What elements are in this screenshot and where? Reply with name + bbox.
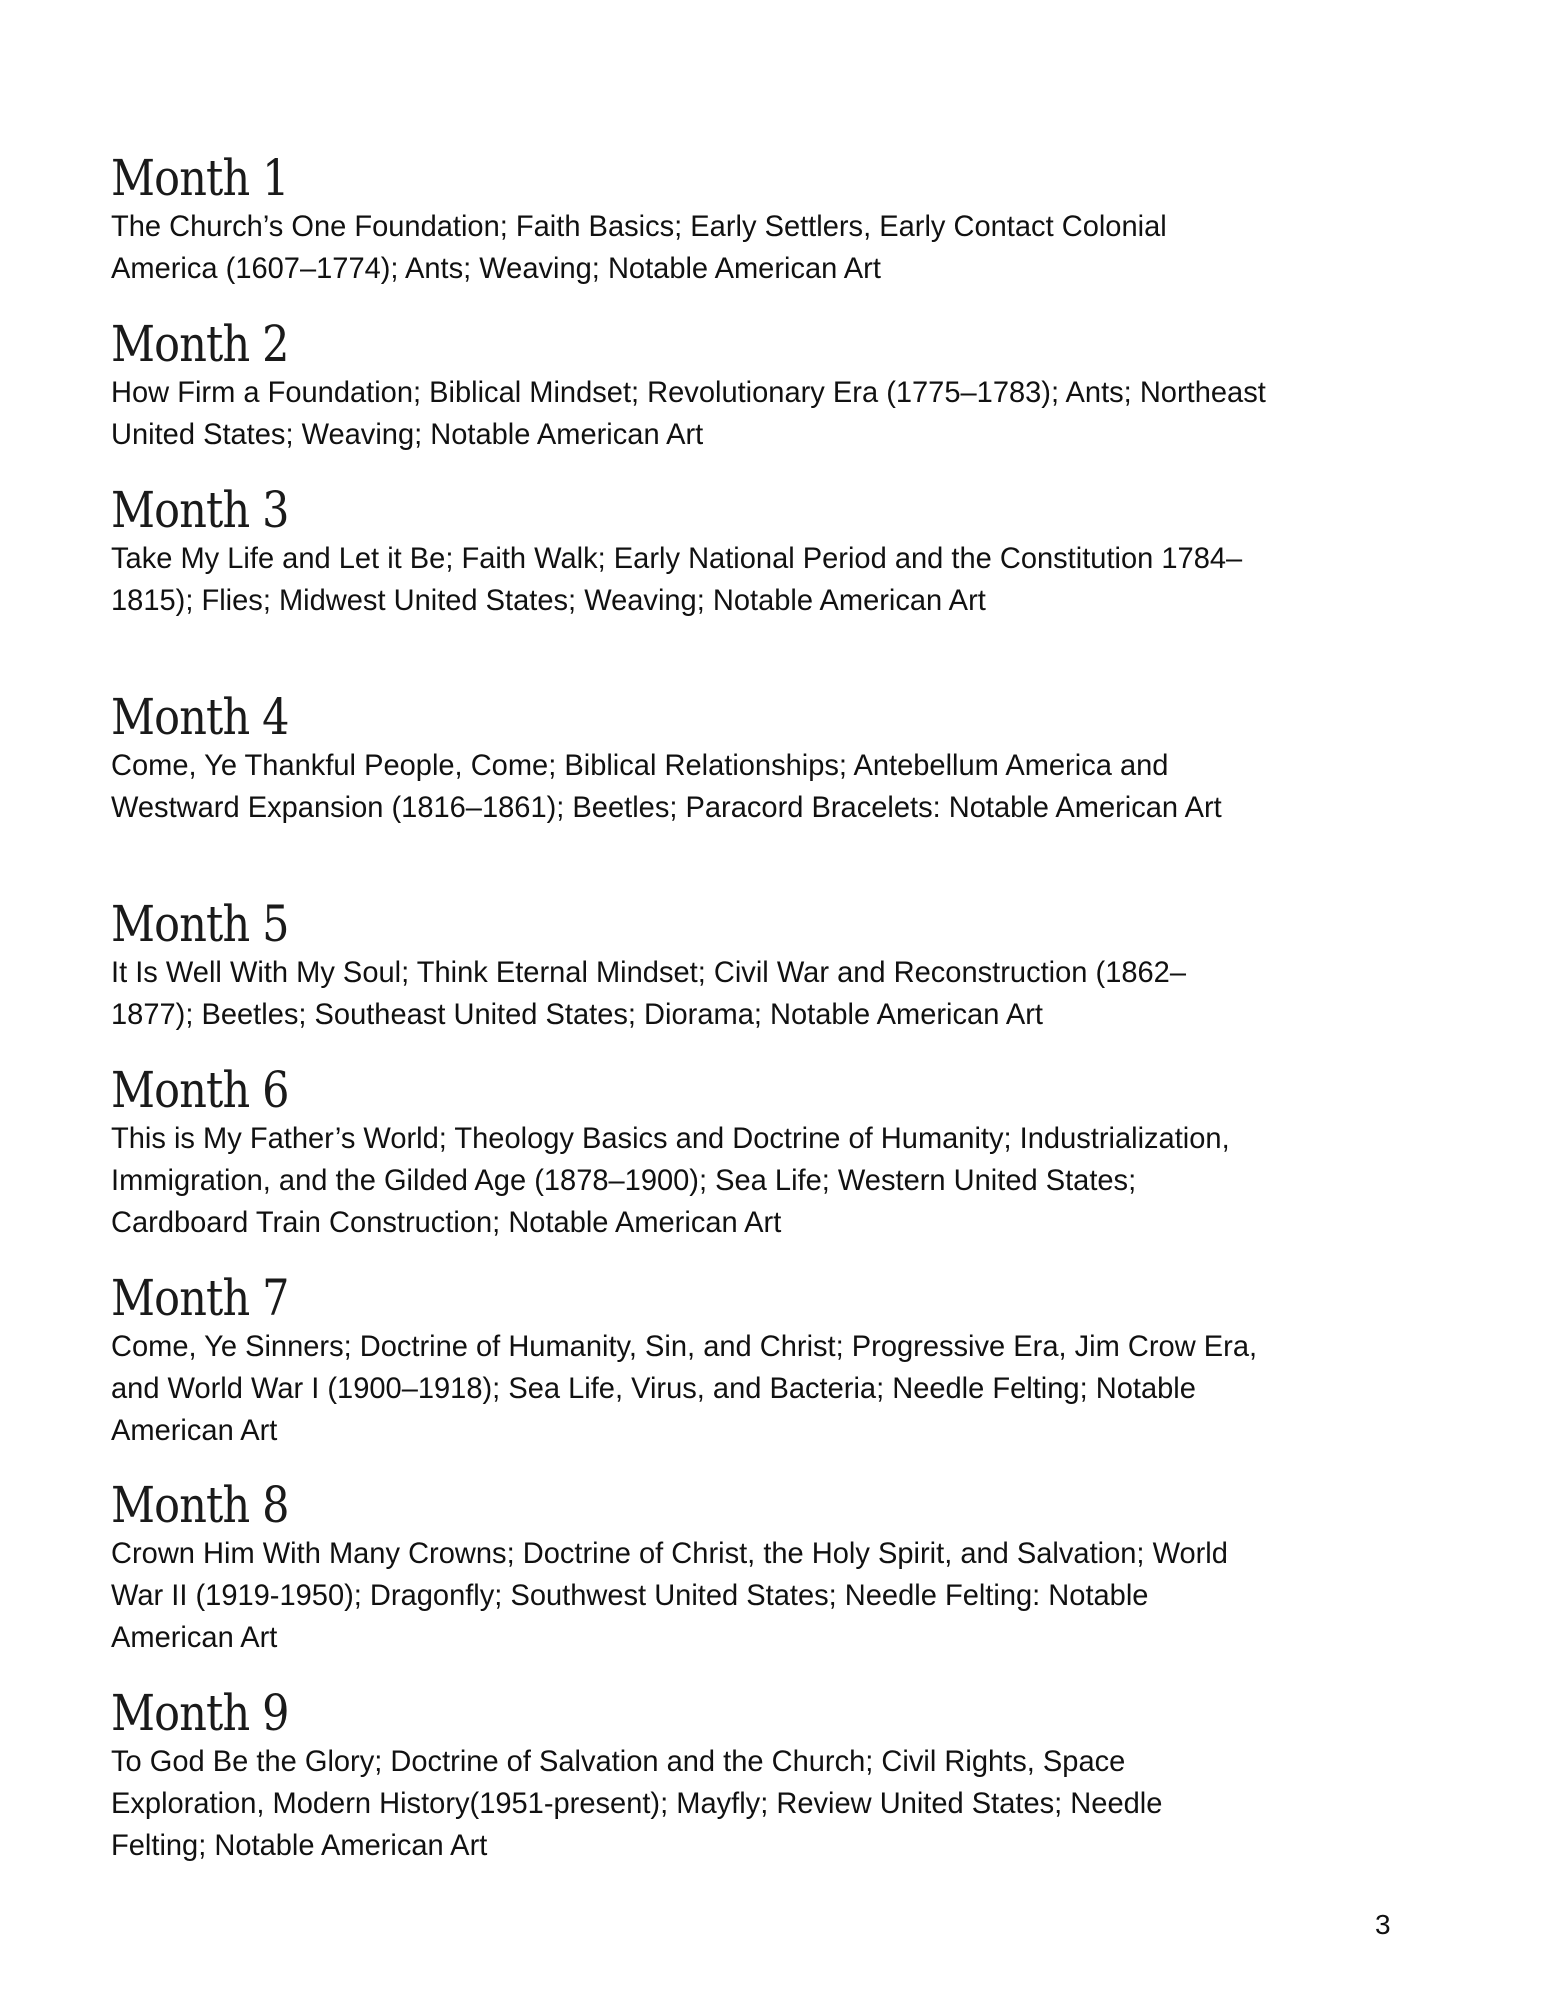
month-description-line: America (1607–1774); Ants; Weaving; Notable American Art	[111, 252, 881, 285]
month-description-line: Take My Life and Let it Be; Faith Walk; Early National Period and the Constitution 1784–	[111, 542, 1243, 575]
month-description-line: 1815); Flies; Midwest United States; Weaving; Notable American Art	[111, 584, 986, 617]
month-description-line: American Art	[111, 1414, 278, 1447]
month-description-line: and World War I (1900–1918); Sea Life, Virus, and Bacteria; Needle Felting; Notable	[111, 1372, 1196, 1405]
month-description-line: War II (1919-1950); Dragonfly; Southwest United States; Needle Felting: Notable	[111, 1579, 1149, 1612]
month-section-6	[111, 1062, 1471, 1244]
month-heading: Month 9	[111, 1684, 289, 1742]
month-section-7	[111, 1270, 1471, 1452]
month-heading: Month 2	[111, 315, 289, 373]
month-description-line: The Church’s One Foundation; Faith Basics; Early Settlers, Early Contact Colonial	[111, 210, 1167, 243]
month-description-line: Exploration, Modern History(1951-present); Mayfly; Review United States; Needle	[111, 1787, 1163, 1820]
month-heading: Month 4	[111, 688, 289, 746]
month-heading: Month 1	[111, 149, 289, 207]
month-section-9	[111, 1685, 1471, 1867]
month-heading: Month 6	[111, 1061, 289, 1119]
month-heading: Month 3	[111, 481, 289, 539]
month-section-4	[111, 689, 1471, 829]
month-description-line: Cardboard Train Construction; Notable American Art	[111, 1206, 782, 1239]
month-section-2	[111, 316, 1471, 456]
month-section-3	[111, 482, 1471, 622]
month-description-line: It Is Well With My Soul; Think Eternal Mindset; Civil War and Reconstruction (1862–	[111, 956, 1187, 989]
month-section-5	[111, 896, 1471, 1036]
month-description-line: Crown Him With Many Crowns; Doctrine of Christ, the Holy Spirit, and Salvation; World	[111, 1537, 1228, 1570]
month-description-line: Come, Ye Sinners; Doctrine of Humanity, Sin, and Christ; Progressive Era, Jim Crow Era,	[111, 1330, 1258, 1363]
month-description-line: Come, Ye Thankful People, Come; Biblical Relationships; Antebellum America and	[111, 749, 1169, 782]
page-number: 3	[1375, 1909, 1391, 1940]
month-description-line: Felting; Notable American Art	[111, 1829, 488, 1862]
month-description-line: American Art	[111, 1621, 278, 1654]
month-description-line: How Firm a Foundation; Biblical Mindset; Revolutionary Era (1775–1783); Ants; Northeast	[111, 376, 1266, 409]
month-description-line: Westward Expansion (1816–1861); Beetles; Paracord Bracelets: Notable American Art	[111, 791, 1222, 824]
month-description-line: To God Be the Glory; Doctrine of Salvation and the Church; Civil Rights, Space	[111, 1745, 1126, 1778]
month-description-line: This is My Father’s World; Theology Basics and Doctrine of Humanity; Industrialization,	[111, 1122, 1230, 1155]
month-description-line: 1877); Beetles; Southeast United States; Diorama; Notable American Art	[111, 998, 1043, 1031]
month-section-8	[111, 1477, 1471, 1659]
month-description-line: United States; Weaving; Notable American Art	[111, 418, 704, 451]
month-description-line: Immigration, and the Gilded Age (1878–1900); Sea Life; Western United States;	[111, 1164, 1137, 1197]
month-heading: Month 5	[111, 895, 289, 953]
month-heading: Month 8	[111, 1476, 289, 1534]
month-section-1	[111, 150, 1471, 290]
month-heading: Month 7	[111, 1269, 289, 1327]
